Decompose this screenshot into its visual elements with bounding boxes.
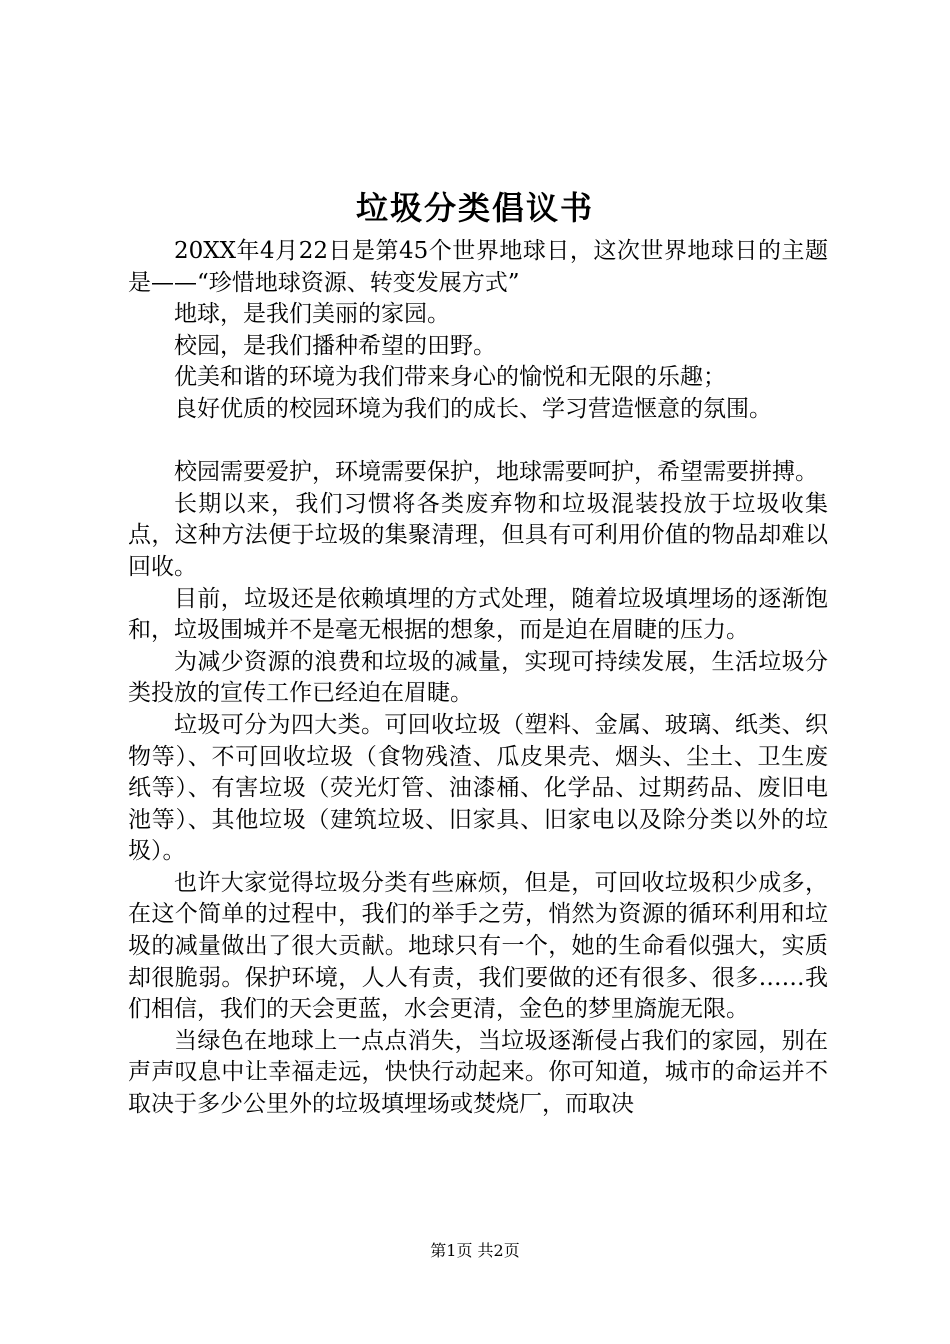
paragraph: 当绿色在地球上一点点消失，当垃圾逐渐侵占我们的家园，别在声声叹息中让幸福走远，快快行动起来。你可知道，城市的命运并不取决于多少公里外的垃圾填埋场或焚烧厂，而取决 [128,1027,828,1118]
page-footer: 第1页 共2页 [430,1241,520,1260]
paragraph: 目前，垃圾还是依赖填埋的方式处理，随着垃圾填埋场的逐渐饱和，垃圾围城并不是毫无根据的想象，而是迫在眉睫的压力。 [128,585,828,644]
paragraph: 20XX年4月22日是第45个世界地球日，这次世界地球日的主题是——“珍惜地球资源、转变发展方式” [128,238,828,296]
paragraph: 良好优质的校园环境为我们的成长、学习营造惬意的氛围。 [174,395,772,422]
paragraph: 也许大家觉得垃圾分类有些麻烦，但是，可回收垃圾积少成多，在这个简单的过程中，我们的举手之劳，悄然为资源的循环利用和垃圾的减量做出了很大贡献。地球只有一个，她的生命看似强大，实质却很脆弱。保护环境，人人有责，我们要做的还有很多、很多……我们相信，我们的天会更蓝，水会更清，金色的梦里旖旎无限。 [128,869,828,1023]
paragraph: 长期以来，我们习惯将各类废弃物和垃圾混装投放于垃圾收集点，这种方法便于垃圾的集聚清理，但具有可利用价值的物品却难以回收。 [128,490,828,580]
paragraph: 校园，是我们播种希望的田野。 [174,332,496,359]
paragraph: 垃圾可分为四大类。可回收垃圾（塑料、金属、玻璃、纸类、织物等）、不可回收垃圾（食物残渣、瓜皮果壳、烟头、尘土、卫生废纸等）、有害垃圾（荧光灯管、油漆桶、化学品、过期药品、废旧电池等）、其他垃圾（建筑垃圾、旧家具、旧家电以及除分类以外的垃圾）。 [128,711,828,865]
document-title: 垃圾分类倡议书 [355,189,594,227]
document-body [128,236,828,1121]
paragraph-spacer [128,426,828,458]
paragraph: 为减少资源的浪费和垃圾的减量，实现可持续发展，生活垃圾分类投放的宣传工作已经迫在眉睫。 [128,648,828,707]
paragraph: 优美和谐的环境为我们带来身心的愉悦和无限的乐趣； [174,364,726,391]
paragraph: 地球，是我们美丽的家园。 [174,301,450,328]
paragraph: 校园需要爱护，环境需要保护，地球需要呵护，希望需要拼搏。 [174,459,818,486]
